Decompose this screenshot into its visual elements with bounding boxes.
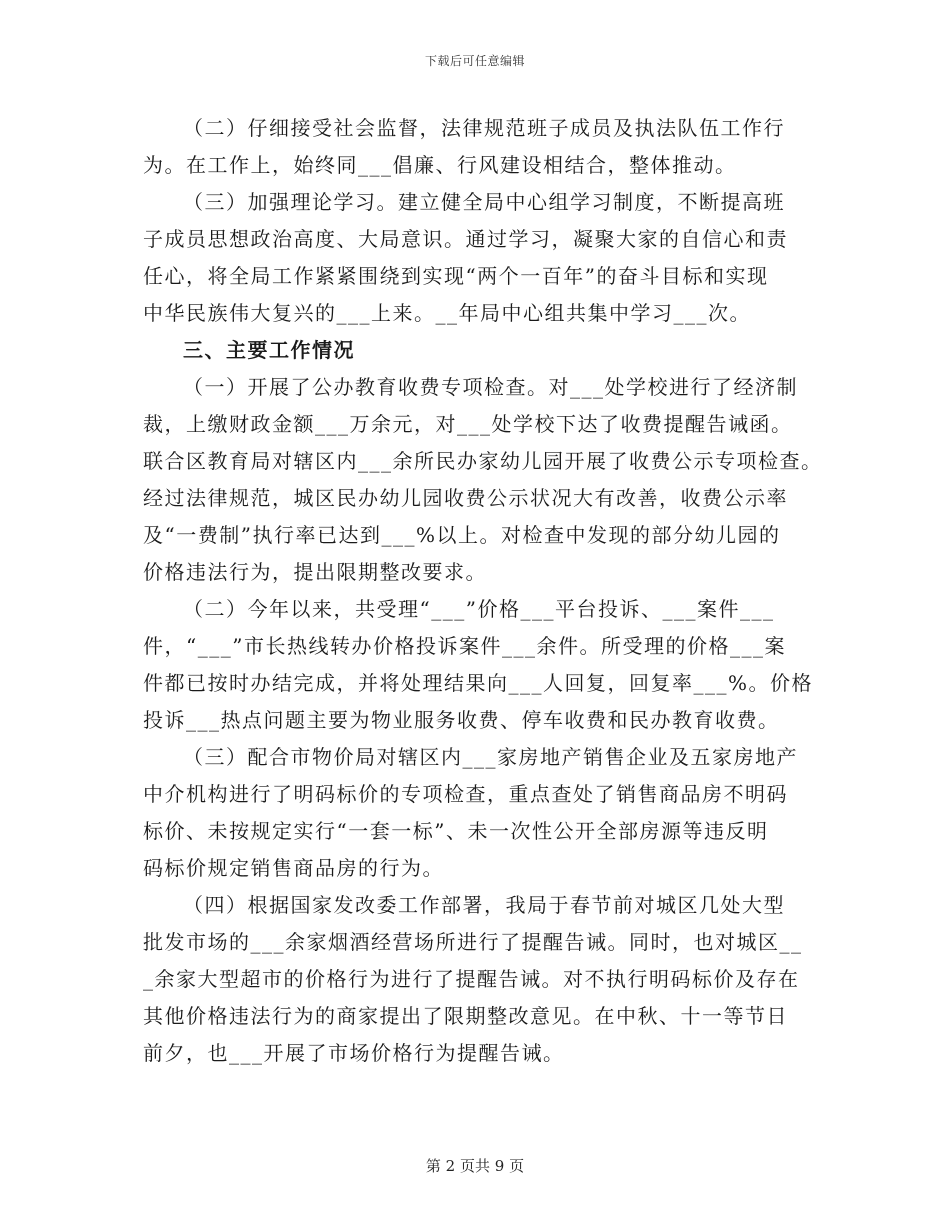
- paragraph-line: 中介机构进行了明码标价的专项检查，重点查处了销售商品房不明码: [143, 782, 788, 806]
- paragraph-line: 投诉___热点问题主要为物业服务收费、停车收费和民办教育收费。: [143, 708, 780, 732]
- paragraph-line: 批发市场的___余家烟酒经营场所进行了提醒告诫。同时，也对城区__: [143, 930, 803, 954]
- paragraph-line: 前夕，也___开展了市场价格行为提醒告诫。: [143, 1041, 565, 1065]
- paragraph-line: （四）根据国家发改委工作部署，我局于春节前对城区几处大型: [183, 893, 785, 917]
- paragraph-line: 及“一费制”执行率已达到___%以上。对检查中发现的部分幼儿园的: [143, 523, 781, 547]
- paragraph-line: 联合区教育局对辖区内___余所民办家幼儿园开展了收费公示专项检查。: [143, 449, 823, 473]
- paragraph-line: 子成员思想政治高度、大局意识。通过学习，凝聚大家的自信心和责: [143, 227, 788, 251]
- paragraph-line: （三）加强理论学习。建立健全局中心组学习制度，不断提高班: [183, 190, 785, 214]
- paragraph-line: 件，“___”市长热线转办价格投诉案件___余件。所受理的价格___案: [143, 634, 786, 658]
- document-body: [143, 110, 843, 1072]
- paragraph-line: （二）今年以来，共受理“___”价格___平台投诉、___案件___: [183, 597, 775, 621]
- paragraph-line: （一）开展了公办教育收费专项检查。对___处学校进行了经济制: [183, 375, 798, 399]
- paragraph-line: 码标价规定销售商品房的行为。: [143, 856, 444, 880]
- page-header-note: 下载后可任意编辑: [424, 54, 525, 68]
- paragraph-line: （二）仔细接受社会监督，法律规范班子成员及执法队伍工作行: [183, 116, 785, 140]
- paragraph-line: 经过法律规范，城区民办幼儿园收费公示状况大有改善，收费公示率: [143, 486, 788, 510]
- paragraph-line: 裁，上缴财政金额___万余元，对___处学校下达了收费提醒告诫函。: [143, 412, 793, 436]
- paragraph-line: 其他价格违法行为的商家提出了限期整改意见。在中秋、十一等节日: [143, 1004, 788, 1028]
- paragraph-line: _余家大型超市的价格行为进行了提醒告诫。对不执行明码标价及存在: [143, 967, 800, 991]
- paragraph-line: 中华民族伟大复兴的___上来。__年局中心组共集中学习___次。: [143, 301, 751, 325]
- section-heading: 三、主要工作情况: [183, 338, 355, 362]
- paragraph-line: 标价、未按规定实行“一套一标”、未一次性公开全部房源等违反明: [143, 819, 769, 843]
- page-number-footer: 第 2 页共 9 页: [425, 1157, 525, 1175]
- paragraph-line: 价格违法行为，提出限期整改要求。: [143, 560, 487, 584]
- paragraph-line: （三）配合市物价局对辖区内___家房地产销售企业及五家房地产: [183, 745, 798, 769]
- paragraph-line: 为。在工作上，始终同___倡廉、行风建设相结合，整体推动。: [143, 153, 737, 177]
- paragraph-line: 件都已按时办结完成，并将处理结果向___人回复，回复率___%。价格: [143, 671, 814, 695]
- paragraph-line: 任心，将全局工作紧紧围绕到实现“两个一百年”的奋斗目标和实现: [143, 264, 769, 288]
